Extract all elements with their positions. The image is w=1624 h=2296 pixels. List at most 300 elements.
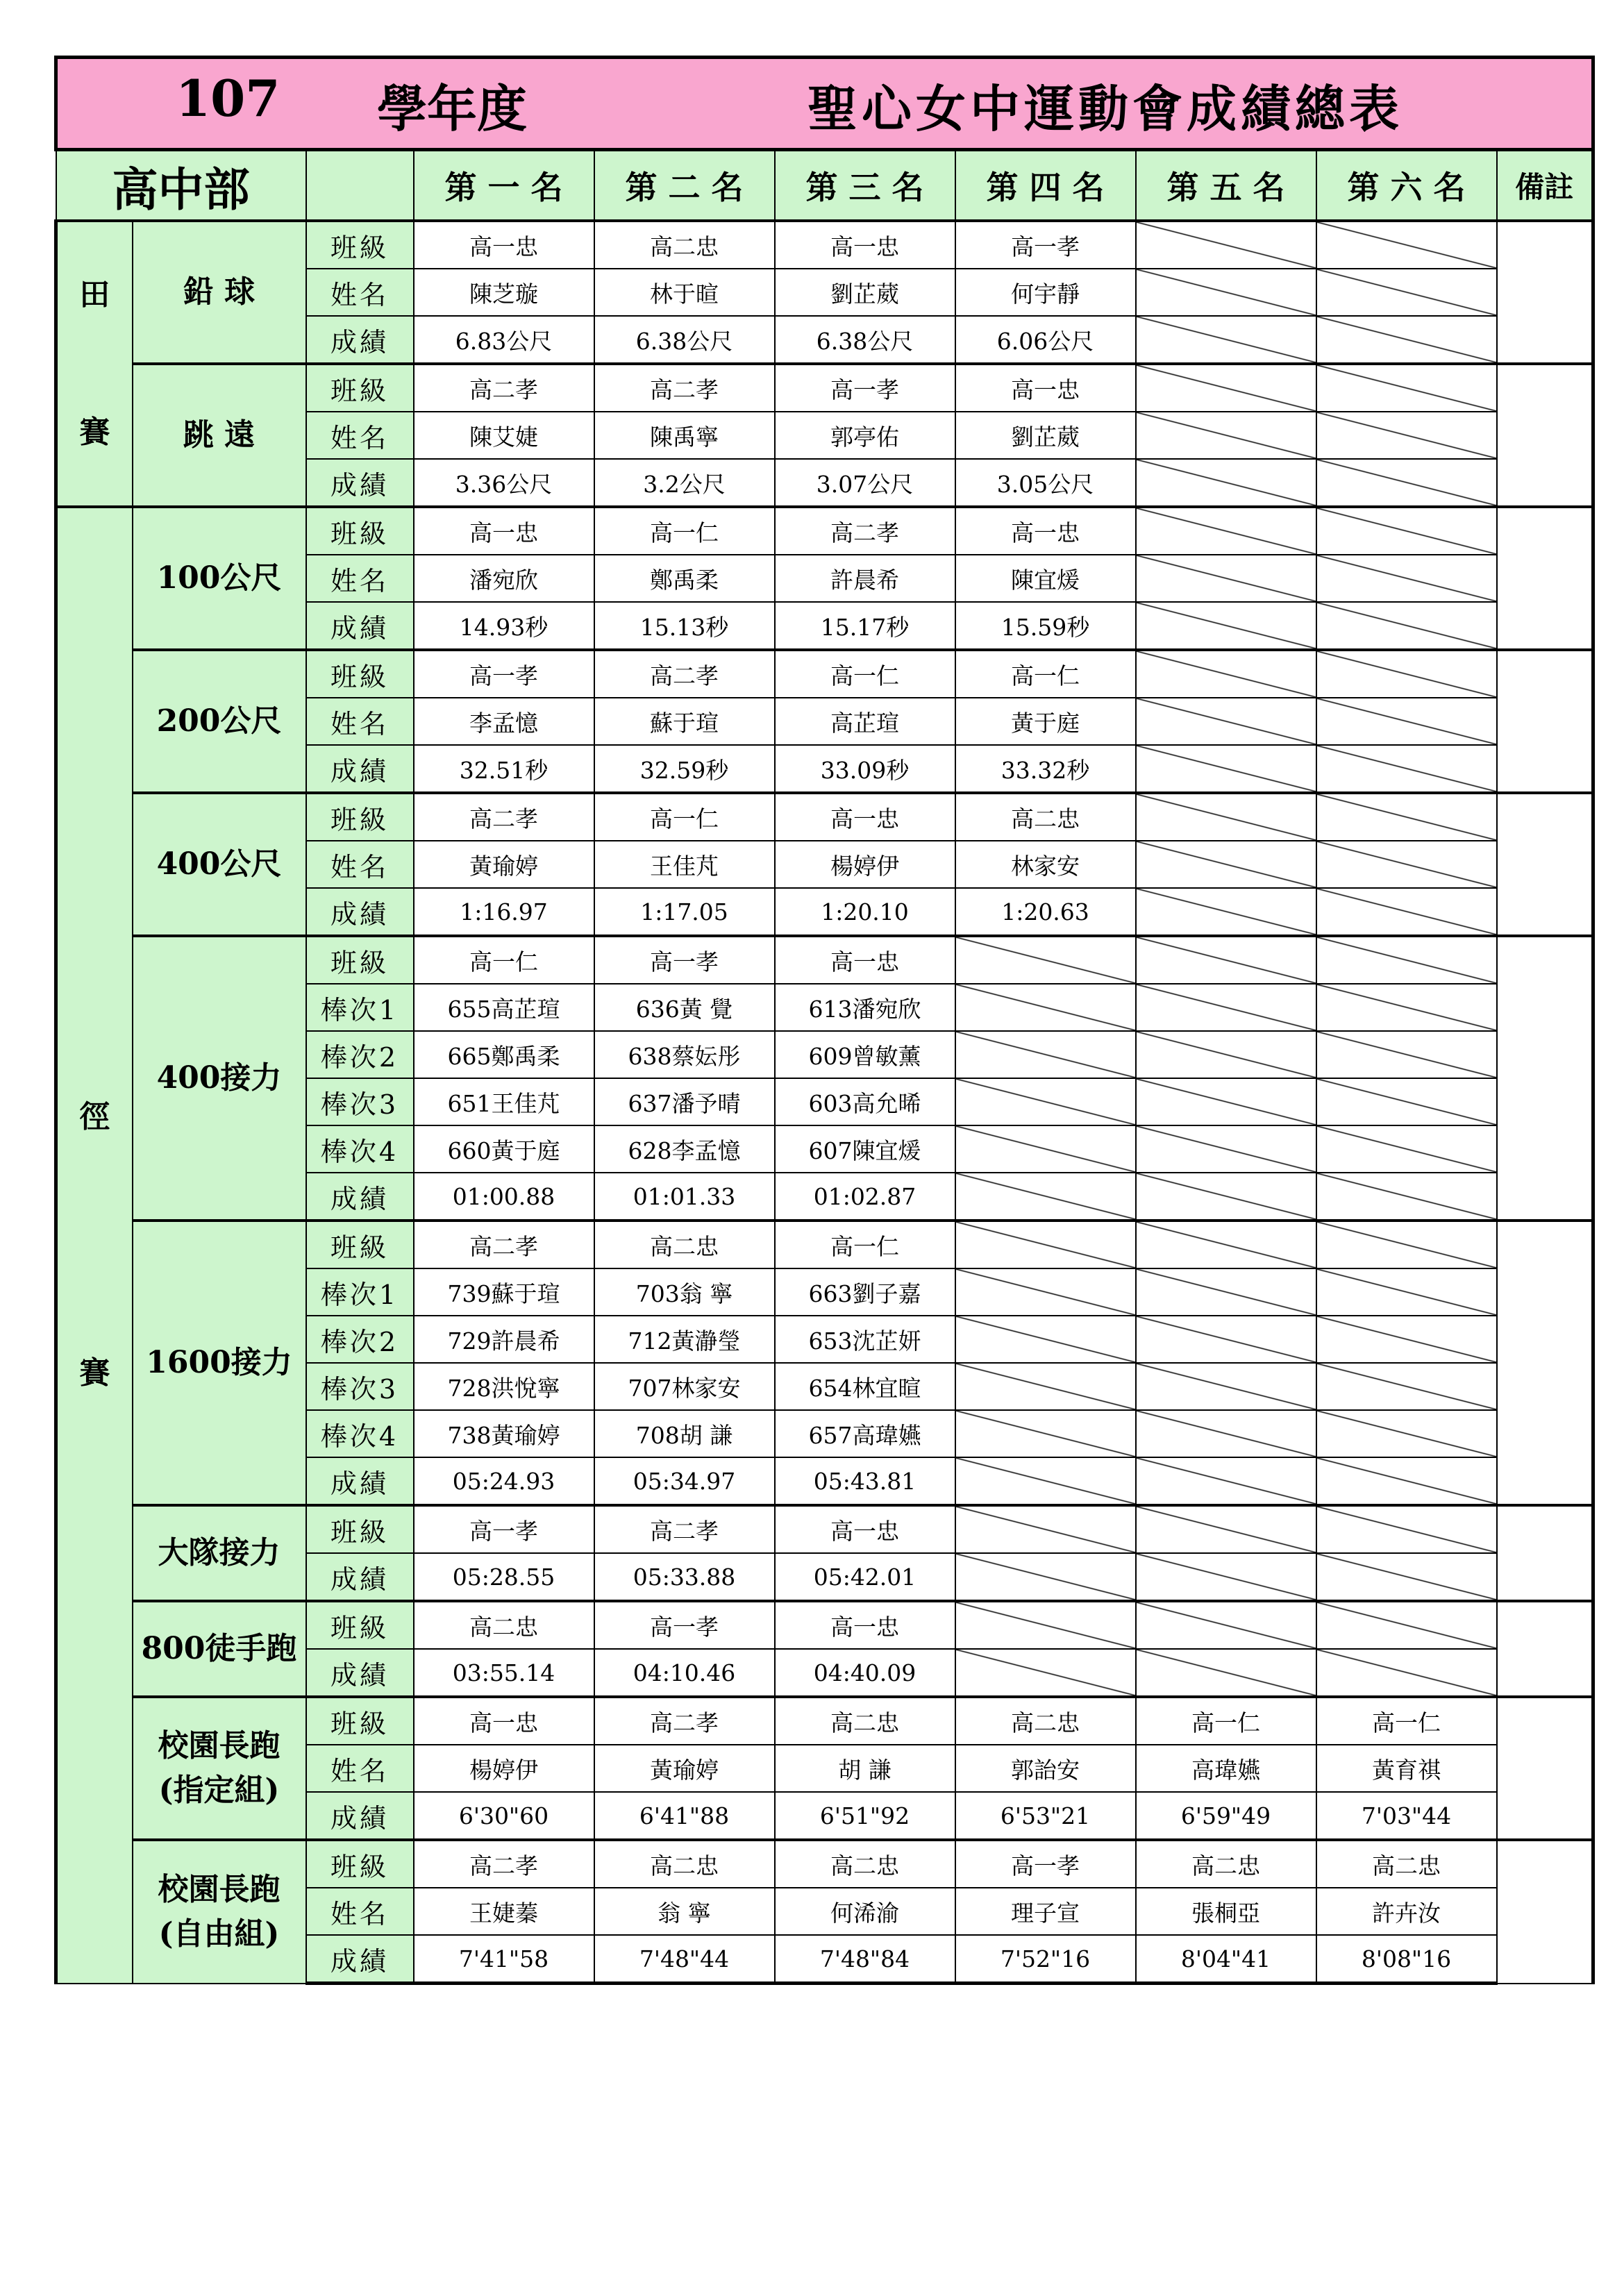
empty-slash-cell [1316,1505,1497,1553]
place-value: 鄭禹柔 [594,555,775,602]
place-value: 何宇靜 [955,269,1136,316]
place-header-4: 第 四 名 [955,150,1136,221]
event-name: 100公尺 [133,507,306,650]
empty-slash-cell [955,1316,1136,1363]
empty-slash-cell [1316,1553,1497,1601]
header-row [56,150,1593,221]
place-value: 劉芷葳 [955,412,1136,459]
place-value: 6'59"49 [1136,1792,1316,1840]
empty-slash-cell [1136,1410,1316,1457]
category-char: 田 [79,276,110,312]
row-label: 成績 [306,1792,414,1840]
empty-slash-cell [1136,316,1316,364]
row-label: 棒次3 [306,1078,414,1125]
place-value: 高一忠 [775,1505,955,1553]
row-label: 姓名 [306,841,414,888]
row-label: 班級 [306,650,414,698]
empty-slash-cell [1316,1031,1497,1078]
empty-slash-cell [1136,936,1316,984]
empty-slash-cell [955,1457,1136,1505]
row-label: 班級 [306,793,414,841]
empty-slash-cell [955,936,1136,984]
place-value: 林家安 [955,841,1136,888]
place-value: 05:34.97 [594,1457,775,1505]
row-label: 成績 [306,1935,414,1984]
note-cell [1497,1840,1593,1984]
place-value: 655高芷瑄 [414,984,594,1031]
result-row [56,1505,1593,1553]
empty-slash-cell [1136,1457,1316,1505]
place-value: 33.32秒 [955,745,1136,793]
empty-slash-cell [1316,555,1497,602]
empty-slash-cell [1316,745,1497,793]
empty-slash-cell [1136,1363,1316,1410]
empty-slash-cell [1316,364,1497,412]
row-label: 班級 [306,1840,414,1888]
page-title [58,59,1591,148]
result-row [56,221,1593,269]
row-label: 姓名 [306,555,414,602]
empty-slash-cell [1316,1649,1497,1697]
place-value: 許晨希 [775,555,955,602]
row-label: 成績 [306,1173,414,1221]
place-value: 高二忠 [775,1697,955,1745]
place-value: 665鄭禹柔 [414,1031,594,1078]
empty-slash-cell [1316,1125,1497,1173]
result-row [56,1840,1593,1888]
empty-slash-cell [1136,1031,1316,1078]
event-name: 1600接力 [133,1221,306,1505]
event-name: 校園長跑 (自由組) [133,1840,306,1984]
empty-slash-cell [1316,1601,1497,1649]
place-value: 04:40.09 [775,1649,955,1697]
empty-slash-cell [1136,984,1316,1031]
empty-slash-cell [1316,269,1497,316]
empty-slash-cell [955,1553,1136,1601]
place-value: 05:28.55 [414,1553,594,1601]
row-label: 班級 [306,1221,414,1268]
place-value: 3.2公尺 [594,459,775,507]
empty-slash-cell [1136,1221,1316,1268]
title-year: 107 [176,69,281,128]
place-value: 高一孝 [594,1601,775,1649]
empty-slash-cell [955,1031,1136,1078]
place-value: 黃育祺 [1316,1745,1497,1792]
place-value: 高二孝 [594,364,775,412]
empty-slash-cell [955,1268,1136,1316]
empty-slash-cell [1136,1078,1316,1125]
place-value: 許卉汝 [1316,1888,1497,1935]
place-value: 高一孝 [414,1505,594,1553]
empty-slash-cell [1136,221,1316,269]
empty-slash-cell [1316,602,1497,650]
place-value: 高一仁 [955,650,1136,698]
place-value: 高二忠 [594,1221,775,1268]
empty-slash-cell [1136,555,1316,602]
place-value: 7'03"44 [1316,1792,1497,1840]
place-value: 638蔡妘彤 [594,1031,775,1078]
empty-slash-cell [1316,1078,1497,1125]
place-value: 高一孝 [775,364,955,412]
place-value: 628李孟憶 [594,1125,775,1173]
place-value: 6.38公尺 [594,316,775,364]
place-value: 1:20.63 [955,888,1136,936]
place-header-1: 第 一 名 [414,150,594,221]
place-value: 郭詒安 [955,1745,1136,1792]
event-name: 200公尺 [133,650,306,793]
place-value: 黃瑜婷 [414,841,594,888]
place-value: 高二孝 [414,793,594,841]
note-cell [1497,793,1593,936]
place-value: 01:02.87 [775,1173,955,1221]
place-header-2: 第 二 名 [594,150,775,221]
results-sheet [54,56,1591,1985]
row-label: 班級 [306,1697,414,1745]
place-value: 01:01.33 [594,1173,775,1221]
place-value: 高一仁 [775,650,955,698]
row-label: 成績 [306,888,414,936]
place-value: 高一仁 [775,1221,955,1268]
result-row [56,1221,1593,1268]
place-value: 7'48"84 [775,1935,955,1984]
row-label: 成績 [306,459,414,507]
category-cell [56,221,133,507]
place-value: 高二孝 [414,364,594,412]
result-row [56,1601,1593,1649]
empty-slash-cell [1136,793,1316,841]
empty-slash-cell [1136,269,1316,316]
row-label: 班級 [306,507,414,555]
label-header [306,150,414,221]
event-name: 大隊接力 [133,1505,306,1601]
empty-slash-cell [1316,1410,1497,1457]
empty-slash-cell [955,1649,1136,1697]
category-char: 賽 [79,1355,110,1391]
category-char: 賽 [79,414,110,450]
empty-slash-cell [1136,698,1316,745]
dept-header: 高中部 [56,150,306,221]
note-cell [1497,507,1593,650]
place-value: 05:43.81 [775,1457,955,1505]
place-value: 707林家安 [594,1363,775,1410]
place-value: 胡 謙 [775,1745,955,1792]
place-value: 高芷瑄 [775,698,955,745]
row-label: 班級 [306,364,414,412]
row-label: 姓名 [306,269,414,316]
empty-slash-cell [1136,1553,1316,1601]
place-value: 高二孝 [594,1505,775,1553]
event-name: 校園長跑 (指定組) [133,1697,306,1840]
place-value: 林于暄 [594,269,775,316]
place-value: 高二孝 [414,1840,594,1888]
place-value: 657高瑋嬿 [775,1410,955,1457]
place-value: 高一忠 [775,936,955,984]
place-value: 04:10.46 [594,1649,775,1697]
place-value: 王佳芃 [594,841,775,888]
row-label: 棒次1 [306,1268,414,1316]
place-value: 高一忠 [414,1697,594,1745]
place-value: 05:42.01 [775,1553,955,1601]
empty-slash-cell [1136,1649,1316,1697]
empty-slash-cell [1316,984,1497,1031]
empty-slash-cell [1136,364,1316,412]
place-value: 15.17秒 [775,602,955,650]
place-value: 蘇于瑄 [594,698,775,745]
place-value: 高一忠 [775,1601,955,1649]
place-value: 郭亭佑 [775,412,955,459]
place-value: 654林宜暄 [775,1363,955,1410]
place-value: 3.36公尺 [414,459,594,507]
event-name: 400公尺 [133,793,306,936]
result-row [56,936,1593,984]
place-value: 李孟憶 [414,698,594,745]
empty-slash-cell [1136,1316,1316,1363]
empty-slash-cell [955,1505,1136,1553]
place-value: 高一孝 [955,1840,1136,1888]
place-value: 高一忠 [955,364,1136,412]
row-label: 棒次4 [306,1125,414,1173]
place-value: 高二孝 [414,1221,594,1268]
row-label: 姓名 [306,1888,414,1935]
empty-slash-cell [1316,841,1497,888]
empty-slash-cell [1136,1125,1316,1173]
row-label: 班級 [306,221,414,269]
place-value: 6'41"88 [594,1792,775,1840]
note-cell [1497,1505,1593,1601]
empty-slash-cell [1316,1457,1497,1505]
place-value: 高一孝 [594,936,775,984]
title-year-label: 學年度 [377,79,528,138]
place-value: 7'48"44 [594,1935,775,1984]
empty-slash-cell [1136,507,1316,555]
place-value: 高二忠 [1316,1840,1497,1888]
place-value: 陳宜煖 [955,555,1136,602]
note-cell [1497,221,1593,364]
event-name: 400接力 [133,936,306,1221]
place-value: 理子宣 [955,1888,1136,1935]
place-value: 729許晨希 [414,1316,594,1363]
place-value: 7'41"58 [414,1935,594,1984]
empty-slash-cell [1316,936,1497,984]
title-row [56,58,1593,150]
empty-slash-cell [1136,1505,1316,1553]
place-value: 6'30"60 [414,1792,594,1840]
place-value: 6'53"21 [955,1792,1136,1840]
row-label: 成績 [306,1457,414,1505]
empty-slash-cell [1136,602,1316,650]
place-value: 楊婷伊 [414,1745,594,1792]
row-label: 棒次2 [306,1031,414,1078]
place-value: 05:24.93 [414,1457,594,1505]
place-value: 高一忠 [775,793,955,841]
place-value: 高一忠 [414,221,594,269]
place-value: 1:17.05 [594,888,775,936]
place-value: 何浠渝 [775,1888,955,1935]
row-label: 班級 [306,936,414,984]
place-value: 高二忠 [594,1840,775,1888]
place-value: 高一仁 [1136,1697,1316,1745]
place-value: 陳艾婕 [414,412,594,459]
place-value: 高二忠 [594,221,775,269]
place-value: 651王佳芃 [414,1078,594,1125]
note-cell [1497,650,1593,793]
place-value: 高二忠 [775,1840,955,1888]
place-header-5: 第 五 名 [1136,150,1316,221]
place-value: 636黃 覺 [594,984,775,1031]
result-row [56,1697,1593,1745]
place-value: 32.59秒 [594,745,775,793]
place-value: 663劉子嘉 [775,1268,955,1316]
place-value: 653沈芷妍 [775,1316,955,1363]
result-row [56,364,1593,412]
place-value: 708胡 謙 [594,1410,775,1457]
place-value: 32.51秒 [414,745,594,793]
empty-slash-cell [1316,698,1497,745]
empty-slash-cell [1316,459,1497,507]
place-value: 劉芷葳 [775,269,955,316]
place-header-3: 第 三 名 [775,150,955,221]
place-value: 660黃于庭 [414,1125,594,1173]
place-value: 陳芝璇 [414,269,594,316]
empty-slash-cell [955,1363,1136,1410]
place-value: 高一孝 [955,221,1136,269]
place-value: 高二孝 [594,1697,775,1745]
row-label: 棒次1 [306,984,414,1031]
place-value: 613潘宛欣 [775,984,955,1031]
empty-slash-cell [1316,1316,1497,1363]
place-value: 高二忠 [1136,1840,1316,1888]
empty-slash-cell [1136,459,1316,507]
place-value: 高一孝 [414,650,594,698]
empty-slash-cell [955,1221,1136,1268]
results-table [54,56,1595,1985]
place-value: 6.83公尺 [414,316,594,364]
result-row [56,507,1593,555]
row-label: 棒次2 [306,1316,414,1363]
place-value: 張桐亞 [1136,1888,1316,1935]
empty-slash-cell [955,1410,1136,1457]
empty-slash-cell [1316,507,1497,555]
result-row [56,793,1593,841]
empty-slash-cell [1136,1173,1316,1221]
row-label: 姓名 [306,698,414,745]
row-label: 姓名 [306,1745,414,1792]
place-header-6: 第 六 名 [1316,150,1497,221]
empty-slash-cell [1136,1601,1316,1649]
note-cell [1497,1221,1593,1505]
empty-slash-cell [1316,412,1497,459]
place-value: 楊婷伊 [775,841,955,888]
place-value: 6'51"92 [775,1792,955,1840]
note-cell [1497,364,1593,507]
empty-slash-cell [955,984,1136,1031]
place-value: 高一仁 [594,793,775,841]
empty-slash-cell [1136,1268,1316,1316]
empty-slash-cell [1136,888,1316,936]
empty-slash-cell [955,1078,1136,1125]
place-value: 高一仁 [594,507,775,555]
place-value: 14.93秒 [414,602,594,650]
place-value: 607陳宜煖 [775,1125,955,1173]
note-cell [1497,1697,1593,1840]
empty-slash-cell [1136,841,1316,888]
place-value: 黃于庭 [955,698,1136,745]
empty-slash-cell [1316,1221,1497,1268]
empty-slash-cell [1316,1363,1497,1410]
place-value: 高一仁 [414,936,594,984]
place-value: 03:55.14 [414,1649,594,1697]
place-value: 高二孝 [594,650,775,698]
place-value: 1:20.10 [775,888,955,936]
empty-slash-cell [1316,316,1497,364]
result-row [56,650,1593,698]
place-value: 8'04"41 [1136,1935,1316,1984]
place-value: 33.09秒 [775,745,955,793]
empty-slash-cell [1136,412,1316,459]
category-cell [56,507,133,1984]
row-label: 棒次3 [306,1363,414,1410]
event-name: 跳 遠 [133,364,306,507]
row-label: 成績 [306,602,414,650]
empty-slash-cell [1316,1173,1497,1221]
note-header: 備註 [1497,150,1593,221]
place-value: 15.59秒 [955,602,1136,650]
place-value: 高二忠 [955,1697,1136,1745]
place-value: 翁 寧 [594,1888,775,1935]
place-value: 703翁 寧 [594,1268,775,1316]
event-name: 800徒手跑 [133,1601,306,1697]
place-value: 603高允晞 [775,1078,955,1125]
title-name: 聖心女中運動會成績總表 [807,79,1404,138]
place-value: 高瑋嬿 [1136,1745,1316,1792]
empty-slash-cell [1316,888,1497,936]
place-value: 8'08"16 [1316,1935,1497,1984]
empty-slash-cell [1136,650,1316,698]
place-value: 黃瑜婷 [594,1745,775,1792]
place-value: 7'52"16 [955,1935,1136,1984]
row-label: 成績 [306,316,414,364]
place-value: 6.06公尺 [955,316,1136,364]
row-label: 班級 [306,1601,414,1649]
place-value: 01:00.88 [414,1173,594,1221]
place-value: 1:16.97 [414,888,594,936]
note-cell [1497,936,1593,1221]
empty-slash-cell [1316,793,1497,841]
place-value: 738黃瑜婷 [414,1410,594,1457]
empty-slash-cell [955,1173,1136,1221]
place-value: 6.38公尺 [775,316,955,364]
place-value: 高一忠 [955,507,1136,555]
row-label: 棒次4 [306,1410,414,1457]
empty-slash-cell [955,1125,1136,1173]
row-label: 成績 [306,745,414,793]
place-value: 高一忠 [775,221,955,269]
category-char: 徑 [79,1099,110,1135]
empty-slash-cell [1316,1268,1497,1316]
row-label: 成績 [306,1649,414,1697]
row-label: 姓名 [306,412,414,459]
place-value: 728洪悅寧 [414,1363,594,1410]
place-value: 05:33.88 [594,1553,775,1601]
place-value: 高二忠 [955,793,1136,841]
place-value: 15.13秒 [594,602,775,650]
place-value: 739蘇于瑄 [414,1268,594,1316]
place-value: 高一忠 [414,507,594,555]
place-value: 609曾敏薰 [775,1031,955,1078]
place-value: 王婕蓁 [414,1888,594,1935]
row-label: 班級 [306,1505,414,1553]
empty-slash-cell [955,1601,1136,1649]
